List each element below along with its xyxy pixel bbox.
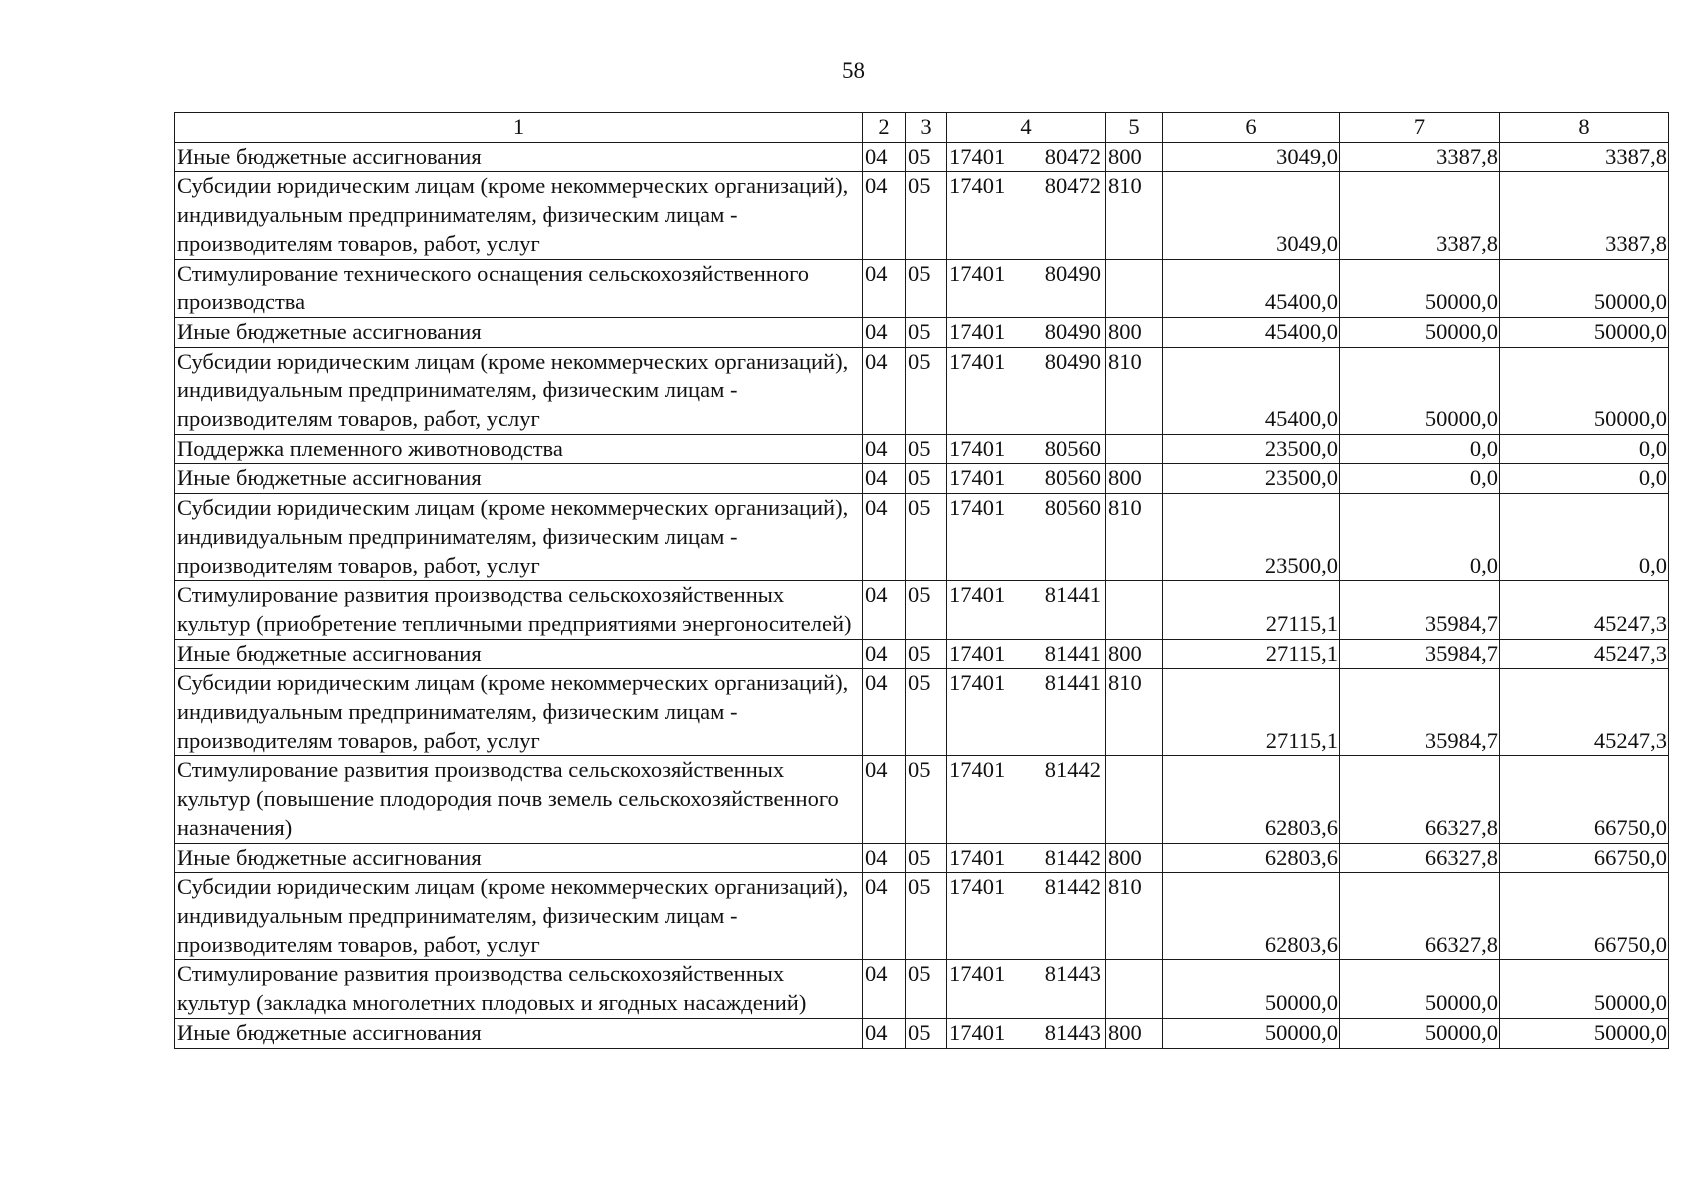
row-amount-year-1: 62803,6 xyxy=(1163,843,1340,873)
row-amount-year-1: 45400,0 xyxy=(1163,259,1340,317)
table-row xyxy=(175,172,1669,259)
row-code-target-direction: 81443 xyxy=(1044,1019,1101,1045)
row-code-target xyxy=(947,259,1106,317)
row-code-target-program: 17401 xyxy=(949,640,1006,666)
row-amount-year-3: 45247,3 xyxy=(1500,639,1669,669)
row-code-section: 04 xyxy=(863,843,906,873)
row-code-section: 04 xyxy=(863,434,906,464)
page-number: 58 xyxy=(842,58,865,83)
row-code-target-direction: 81441 xyxy=(1044,640,1101,666)
row-amount-year-3: 66750,0 xyxy=(1500,873,1669,960)
budget-table xyxy=(174,112,1669,1049)
row-code-target-direction: 81441 xyxy=(1044,582,1101,608)
row-code-expense-type: 800 xyxy=(1106,843,1163,873)
row-code-target xyxy=(947,960,1106,1018)
row-code-subsection: 05 xyxy=(906,669,947,756)
row-amount-year-1: 23500,0 xyxy=(1163,434,1340,464)
row-code-subsection: 05 xyxy=(906,960,947,1018)
header-cell-8: 8 xyxy=(1500,113,1669,143)
row-amount-year-3: 0,0 xyxy=(1500,494,1669,581)
row-name: Субсидии юридическим лицам (кроме некоммерческих организаций), индивидуальным предпринимателям, физическим лицам - производителям товаров, работ, услуг xyxy=(175,172,863,259)
row-amount-year-2: 50000,0 xyxy=(1340,259,1500,317)
row-code-subsection: 05 xyxy=(906,172,947,259)
row-code-target-direction: 80472 xyxy=(1044,143,1101,169)
row-code-expense-type: 810 xyxy=(1106,347,1163,434)
row-name: Поддержка племенного животноводства xyxy=(175,434,863,464)
row-code-section: 04 xyxy=(863,259,906,317)
row-code-subsection: 05 xyxy=(906,873,947,960)
row-code-target-program: 17401 xyxy=(949,348,1006,374)
row-amount-year-1: 45400,0 xyxy=(1163,317,1340,347)
table-row xyxy=(175,1018,1669,1048)
row-code-target-direction: 80560 xyxy=(1044,435,1101,461)
row-code-expense-type xyxy=(1106,434,1163,464)
row-code-target-program: 17401 xyxy=(949,143,1006,169)
row-code-target xyxy=(947,494,1106,581)
row-code-target-direction: 80560 xyxy=(1044,495,1101,521)
row-code-subsection: 05 xyxy=(906,317,947,347)
row-code-expense-type: 810 xyxy=(1106,494,1163,581)
row-code-target xyxy=(947,434,1106,464)
row-amount-year-3: 50000,0 xyxy=(1500,317,1669,347)
row-code-section: 04 xyxy=(863,669,906,756)
row-name: Стимулирование развития производства сельскохозяйственных культур (приобретение тепличными предприятиями энергоносителей) xyxy=(175,581,863,639)
row-name: Субсидии юридическим лицам (кроме некоммерческих организаций), индивидуальным предпринимателям, физическим лицам - производителям товаров, работ, услуг xyxy=(175,873,863,960)
row-code-subsection: 05 xyxy=(906,639,947,669)
row-amount-year-2: 35984,7 xyxy=(1340,669,1500,756)
table-row xyxy=(175,960,1669,1018)
table-row xyxy=(175,843,1669,873)
row-code-subsection: 05 xyxy=(906,494,947,581)
row-amount-year-1: 27115,1 xyxy=(1163,669,1340,756)
row-code-target xyxy=(947,317,1106,347)
row-amount-year-2: 0,0 xyxy=(1340,434,1500,464)
row-amount-year-2: 66327,8 xyxy=(1340,843,1500,873)
row-code-expense-type: 810 xyxy=(1106,873,1163,960)
row-code-subsection: 05 xyxy=(906,434,947,464)
row-code-section: 04 xyxy=(863,581,906,639)
row-code-expense-type: 800 xyxy=(1106,317,1163,347)
row-code-target-direction: 80490 xyxy=(1044,318,1101,344)
row-amount-year-2: 50000,0 xyxy=(1340,960,1500,1018)
row-name: Иные бюджетные ассигнования xyxy=(175,1018,863,1048)
row-code-target xyxy=(947,142,1106,172)
row-name: Иные бюджетные ассигнования xyxy=(175,464,863,494)
row-code-target xyxy=(947,1018,1106,1048)
row-amount-year-3: 50000,0 xyxy=(1500,259,1669,317)
table-row xyxy=(175,142,1669,172)
row-amount-year-3: 3387,8 xyxy=(1500,172,1669,259)
header-cell-2: 2 xyxy=(863,113,906,143)
row-code-subsection: 05 xyxy=(906,259,947,317)
row-code-expense-type: 810 xyxy=(1106,172,1163,259)
table-row xyxy=(175,669,1669,756)
table-body xyxy=(175,113,1669,1049)
row-code-target-program: 17401 xyxy=(949,757,1006,783)
row-code-section: 04 xyxy=(863,960,906,1018)
row-code-target-program: 17401 xyxy=(949,173,1006,199)
row-amount-year-1: 27115,1 xyxy=(1163,639,1340,669)
header-cell-4: 4 xyxy=(947,113,1106,143)
row-name: Субсидии юридическим лицам (кроме некоммерческих организаций), индивидуальным предпринимателям, физическим лицам - производителям товаров, работ, услуг xyxy=(175,669,863,756)
table-row xyxy=(175,347,1669,434)
table-row xyxy=(175,639,1669,669)
row-code-section: 04 xyxy=(863,756,906,843)
row-code-expense-type: 800 xyxy=(1106,639,1163,669)
row-code-target-program: 17401 xyxy=(949,670,1006,696)
row-code-target-program: 17401 xyxy=(949,260,1006,286)
row-code-target-direction: 81442 xyxy=(1044,874,1101,900)
table-row xyxy=(175,434,1669,464)
row-code-section: 04 xyxy=(863,1018,906,1048)
row-code-section: 04 xyxy=(863,317,906,347)
row-amount-year-1: 50000,0 xyxy=(1163,1018,1340,1048)
row-amount-year-3: 45247,3 xyxy=(1500,581,1669,639)
row-code-expense-type: 800 xyxy=(1106,464,1163,494)
header-row xyxy=(175,113,1669,143)
row-amount-year-2: 3387,8 xyxy=(1340,142,1500,172)
row-amount-year-3: 0,0 xyxy=(1500,464,1669,494)
row-amount-year-2: 35984,7 xyxy=(1340,581,1500,639)
row-amount-year-2: 3387,8 xyxy=(1340,172,1500,259)
row-code-target-direction: 80472 xyxy=(1044,173,1101,199)
row-name: Субсидии юридическим лицам (кроме некоммерческих организаций), индивидуальным предпринимателям, физическим лицам - производителям товаров, работ, услуг xyxy=(175,494,863,581)
row-code-target-direction: 81442 xyxy=(1044,844,1101,870)
row-code-target-program: 17401 xyxy=(949,582,1006,608)
table-row xyxy=(175,317,1669,347)
row-code-target xyxy=(947,756,1106,843)
table-row xyxy=(175,581,1669,639)
row-code-expense-type: 800 xyxy=(1106,1018,1163,1048)
row-amount-year-2: 50000,0 xyxy=(1340,1018,1500,1048)
row-code-expense-type xyxy=(1106,756,1163,843)
row-code-target-program: 17401 xyxy=(949,961,1006,987)
row-amount-year-1: 45400,0 xyxy=(1163,347,1340,434)
row-code-target xyxy=(947,843,1106,873)
row-amount-year-3: 50000,0 xyxy=(1500,347,1669,434)
row-amount-year-3: 0,0 xyxy=(1500,434,1669,464)
row-code-target xyxy=(947,347,1106,434)
row-code-subsection: 05 xyxy=(906,347,947,434)
row-amount-year-1: 50000,0 xyxy=(1163,960,1340,1018)
row-code-expense-type xyxy=(1106,259,1163,317)
row-code-expense-type xyxy=(1106,581,1163,639)
row-code-subsection: 05 xyxy=(906,1018,947,1048)
row-code-target xyxy=(947,669,1106,756)
row-amount-year-1: 62803,6 xyxy=(1163,873,1340,960)
row-code-target-direction: 81442 xyxy=(1044,757,1101,783)
row-code-section: 04 xyxy=(863,172,906,259)
row-code-section: 04 xyxy=(863,639,906,669)
row-code-target-program: 17401 xyxy=(949,465,1006,491)
row-amount-year-2: 66327,8 xyxy=(1340,756,1500,843)
row-amount-year-2: 50000,0 xyxy=(1340,317,1500,347)
row-code-section: 04 xyxy=(863,494,906,581)
row-name: Иные бюджетные ассигнования xyxy=(175,317,863,347)
row-code-target xyxy=(947,873,1106,960)
row-amount-year-1: 23500,0 xyxy=(1163,464,1340,494)
table-row xyxy=(175,494,1669,581)
table-row xyxy=(175,259,1669,317)
row-code-expense-type xyxy=(1106,960,1163,1018)
row-code-section: 04 xyxy=(863,347,906,434)
row-code-subsection: 05 xyxy=(906,756,947,843)
row-amount-year-1: 27115,1 xyxy=(1163,581,1340,639)
row-amount-year-3: 3387,8 xyxy=(1500,142,1669,172)
row-code-target-direction: 81443 xyxy=(1044,961,1101,987)
row-name: Стимулирование развития производства сельскохозяйственных культур (повышение плодородия почв земель сельскохозяйственного назначения) xyxy=(175,756,863,843)
table-row xyxy=(175,464,1669,494)
row-code-target-program: 17401 xyxy=(949,435,1006,461)
row-name: Стимулирование технического оснащения сельскохозяйственного производства xyxy=(175,259,863,317)
row-code-subsection: 05 xyxy=(906,581,947,639)
row-code-target-program: 17401 xyxy=(949,495,1006,521)
row-amount-year-3: 66750,0 xyxy=(1500,843,1669,873)
row-amount-year-1: 3049,0 xyxy=(1163,172,1340,259)
row-code-section: 04 xyxy=(863,873,906,960)
row-code-target xyxy=(947,581,1106,639)
table-row xyxy=(175,873,1669,960)
table-row xyxy=(175,756,1669,843)
row-name: Иные бюджетные ассигнования xyxy=(175,639,863,669)
row-amount-year-1: 23500,0 xyxy=(1163,494,1340,581)
row-amount-year-1: 62803,6 xyxy=(1163,756,1340,843)
row-code-subsection: 05 xyxy=(906,843,947,873)
row-amount-year-2: 0,0 xyxy=(1340,494,1500,581)
row-code-expense-type: 800 xyxy=(1106,142,1163,172)
header-cell-6: 6 xyxy=(1163,113,1340,143)
row-code-section: 04 xyxy=(863,142,906,172)
row-code-target-direction: 80490 xyxy=(1044,348,1101,374)
row-amount-year-1: 3049,0 xyxy=(1163,142,1340,172)
row-code-target xyxy=(947,172,1106,259)
row-code-section: 04 xyxy=(863,464,906,494)
row-code-target-program: 17401 xyxy=(949,874,1006,900)
row-code-target-program: 17401 xyxy=(949,318,1006,344)
row-amount-year-2: 50000,0 xyxy=(1340,347,1500,434)
row-amount-year-2: 0,0 xyxy=(1340,464,1500,494)
row-name: Иные бюджетные ассигнования xyxy=(175,142,863,172)
header-cell-3: 3 xyxy=(906,113,947,143)
row-name: Субсидии юридическим лицам (кроме некоммерческих организаций), индивидуальным предпринимателям, физическим лицам - производителям товаров, работ, услуг xyxy=(175,347,863,434)
row-amount-year-3: 50000,0 xyxy=(1500,1018,1669,1048)
row-code-target xyxy=(947,639,1106,669)
row-amount-year-3: 45247,3 xyxy=(1500,669,1669,756)
row-code-target-program: 17401 xyxy=(949,1019,1006,1045)
row-code-target xyxy=(947,464,1106,494)
row-code-target-direction: 80490 xyxy=(1044,260,1101,286)
row-code-expense-type: 810 xyxy=(1106,669,1163,756)
row-code-target-direction: 81441 xyxy=(1044,670,1101,696)
header-cell-5: 5 xyxy=(1106,113,1163,143)
row-code-target-direction: 80560 xyxy=(1044,465,1101,491)
row-amount-year-2: 35984,7 xyxy=(1340,639,1500,669)
row-amount-year-3: 66750,0 xyxy=(1500,756,1669,843)
row-name: Стимулирование развития производства сельскохозяйственных культур (закладка многолетних плодовых и ягодных насаждений) xyxy=(175,960,863,1018)
row-amount-year-2: 66327,8 xyxy=(1340,873,1500,960)
row-name: Иные бюджетные ассигнования xyxy=(175,843,863,873)
row-amount-year-3: 50000,0 xyxy=(1500,960,1669,1018)
row-code-subsection: 05 xyxy=(906,464,947,494)
row-code-target-program: 17401 xyxy=(949,844,1006,870)
row-code-subsection: 05 xyxy=(906,142,947,172)
header-cell-1: 1 xyxy=(175,113,863,143)
header-cell-7: 7 xyxy=(1340,113,1500,143)
